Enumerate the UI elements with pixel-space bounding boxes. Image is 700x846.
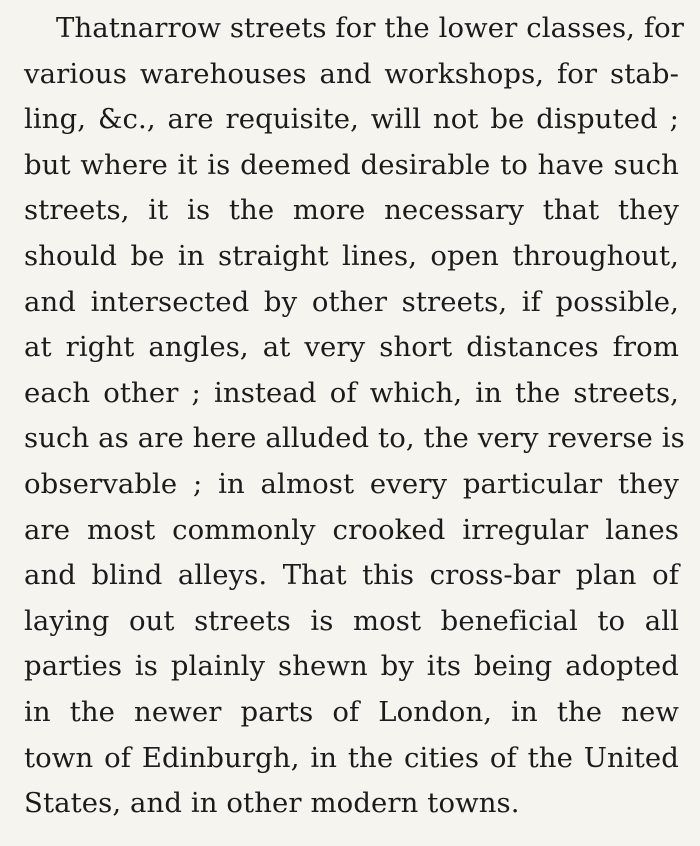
text-line: various warehouses and workshops, for stab- xyxy=(24,57,679,90)
text-line: at right angles, at very short distances from xyxy=(24,331,679,364)
text-line: observable ; in almost every particular they xyxy=(24,467,679,500)
paragraph xyxy=(24,6,685,827)
text-line: in the newer parts of London, in the new xyxy=(24,695,679,728)
text-line: and intersected by other streets, if possible, xyxy=(24,285,679,318)
text-line: streets, it is the more necessary that they xyxy=(24,194,679,227)
text-line: such as are here alluded to, the very reverse is xyxy=(24,422,685,455)
text-line: ling, &c., are requisite, will not be disputed ; xyxy=(24,103,679,136)
text-line: laying out streets is most beneficial to all xyxy=(24,604,679,637)
text-line: should be in straight lines, open throughout, xyxy=(24,239,679,272)
text-line: are most commonly crooked irregular lanes xyxy=(24,513,679,546)
text-line: but where it is deemed desirable to have such xyxy=(24,148,679,181)
text-line: parties is plainly shewn by its being adopted xyxy=(24,650,679,683)
text-line: States, and in other modern towns. xyxy=(24,787,520,820)
text-line: each other ; instead of which, in the streets, xyxy=(24,376,679,409)
text-line: town of Edinburgh, in the cities of the United xyxy=(24,741,679,774)
text-line: Thatnarrow streets for the lower classes, for xyxy=(56,12,685,44)
text-line: and blind alleys. That this cross-bar plan of xyxy=(24,559,679,592)
